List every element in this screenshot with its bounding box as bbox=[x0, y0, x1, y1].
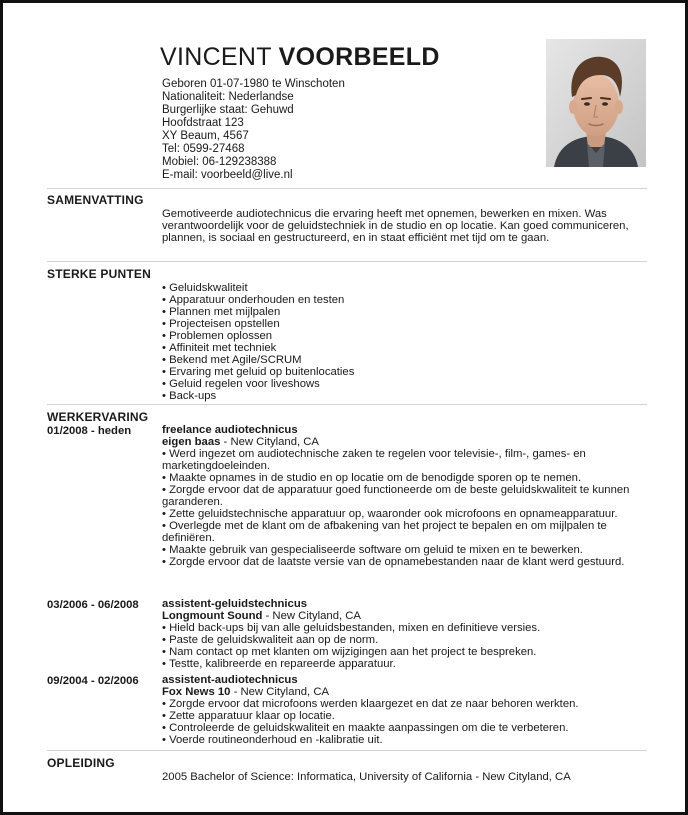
divider bbox=[47, 188, 647, 189]
job-bullets bbox=[162, 698, 644, 746]
job-location: - New Cityland, CA bbox=[220, 436, 319, 448]
list-item: • Paste de geluidskwaliteit aan op de norm. bbox=[162, 634, 644, 646]
section-title-experience: WERKERVARING bbox=[47, 410, 149, 424]
first-name: VINCENT bbox=[160, 43, 272, 71]
job-title: assistent-geluidstechnicus bbox=[162, 598, 308, 610]
list-item: • Geluid regelen voor liveshows bbox=[162, 378, 642, 390]
job-company: Fox News 10 bbox=[162, 686, 231, 698]
job-dates: 03/2006 - 06/2008 bbox=[47, 599, 139, 611]
job-dates: 09/2004 - 02/2006 bbox=[47, 675, 139, 687]
section-title-education: OPLEIDING bbox=[47, 756, 115, 770]
contact-street: Hoofdstraat 123 bbox=[162, 117, 244, 129]
list-item: • Voerde routineonderhoud en -kalibratie uit. bbox=[162, 734, 644, 746]
list-item: • Zette apparatuur klaar op locatie. bbox=[162, 710, 644, 722]
list-item: • Bekend met Agile/SCRUM bbox=[162, 354, 642, 366]
job-company: Longmount Sound bbox=[162, 610, 263, 622]
divider bbox=[47, 261, 647, 262]
list-item: • Apparatuur onderhouden en testen bbox=[162, 294, 642, 306]
contact-phone: Tel: 0599-27468 bbox=[162, 143, 245, 155]
job-company-line bbox=[162, 686, 644, 698]
divider bbox=[47, 750, 647, 751]
list-item: • Geluidskwaliteit bbox=[162, 282, 642, 294]
list-item: • Overlegde met de klant om de afbakening van het project te bepalen en om mijlpalen te definiëren. bbox=[162, 520, 644, 544]
job-entry bbox=[162, 598, 644, 670]
job-entry bbox=[162, 424, 644, 568]
summary-text: Gemotiveerde audiotechnicus die ervaring heeft met opnemen, bewerken en mixen. Was verantwoordelijk voor de geluidstechniek in de studio en op locatie. Kan goed communiceren, plannen, is sociaal en gestructureerd, en in staat efficiënt met tijd om te gaan. bbox=[162, 208, 629, 244]
list-item: • Zorgde ervoor dat de laatste versie van de opnamebestanden naar de klant werd gestuurd. bbox=[162, 556, 644, 568]
profile-photo bbox=[546, 39, 646, 167]
list-item: • Affiniteit met techniek bbox=[162, 342, 642, 354]
last-name: VOORBEELD bbox=[278, 43, 440, 71]
job-dates: 01/2008 - heden bbox=[47, 425, 132, 437]
education-text: 2005 Bachelor of Science: Informatica, University of California - New Cityland, CA bbox=[162, 771, 571, 783]
list-item: • Plannen met mijlpalen bbox=[162, 306, 642, 318]
strengths-list bbox=[162, 282, 642, 402]
list-item: • Ervaring met geluid op buitenlocaties bbox=[162, 366, 642, 378]
contact-birth: Geboren 01-07-1980 te Winschoten bbox=[162, 78, 345, 90]
divider bbox=[47, 404, 647, 405]
list-item: • Maakte opnames in de studio en op locatie om de benodigde sporen op te nemen. bbox=[162, 472, 644, 484]
job-company: eigen baas bbox=[162, 436, 221, 448]
list-item: • Projecteisen opstellen bbox=[162, 318, 642, 330]
job-entry bbox=[162, 674, 644, 746]
section-title-strengths: STERKE PUNTEN bbox=[47, 267, 151, 281]
list-item: • Problemen oplossen bbox=[162, 330, 642, 342]
list-item: • Nam contact op met klanten om wijzigingen aan het project te bespreken. bbox=[162, 646, 644, 658]
job-company-line bbox=[162, 436, 644, 448]
contact-marital-status: Burgerlijke staat: Gehuwd bbox=[162, 104, 294, 116]
contact-nationality: Nationaliteit: Nederlandse bbox=[162, 91, 294, 103]
list-item: • Werd ingezet om audiotechnische zaken te regelen voor televisie-, film-, games- en marketingdoeleinden. bbox=[162, 448, 644, 472]
job-title: freelance audiotechnicus bbox=[162, 424, 298, 436]
candidate-name bbox=[160, 45, 440, 70]
contact-mobile: Mobiel: 06-129238388 bbox=[162, 156, 277, 168]
list-item: • Zorgde ervoor dat de apparatuur goed functioneerde om de beste geluidskwaliteit te kunnen garanderen. bbox=[162, 484, 644, 508]
list-item: • Testte, kalibreerde en repareerde apparatuur. bbox=[162, 658, 644, 670]
list-item: • Controleerde de geluidskwaliteit en maakte aanpassingen om die te verbeteren. bbox=[162, 722, 644, 734]
list-item: • Zette geluidstechnische apparatuur op, waaronder ook microfoons en opnameapparatuur. bbox=[162, 508, 644, 520]
job-location: - New Cityland, CA bbox=[230, 686, 330, 698]
list-item: • Hield back-ups bij van alle geluidsbestanden, mixen en definitieve versies. bbox=[162, 622, 644, 634]
contact-details bbox=[162, 78, 345, 182]
job-location: - New Cityland, CA bbox=[262, 610, 361, 622]
list-item: • Zorgde ervoor dat microfoons werden klaargezet en dat ze naar behoren werkten. bbox=[162, 698, 644, 710]
section-title-summary: SAMENVATTING bbox=[47, 193, 144, 207]
list-item: • Maakte gebruik van gespecialiseerde software om geluid te mixen en te bewerken. bbox=[162, 544, 644, 556]
job-bullets bbox=[162, 622, 644, 670]
contact-city: XY Beaum, 4567 bbox=[162, 130, 249, 142]
job-bullets bbox=[162, 448, 644, 568]
contact-email: E-mail: voorbeeld@live.nl bbox=[162, 169, 293, 181]
job-company-line bbox=[162, 610, 644, 622]
job-title: assistent-audiotechnicus bbox=[162, 674, 298, 686]
list-item: • Back-ups bbox=[162, 390, 642, 402]
